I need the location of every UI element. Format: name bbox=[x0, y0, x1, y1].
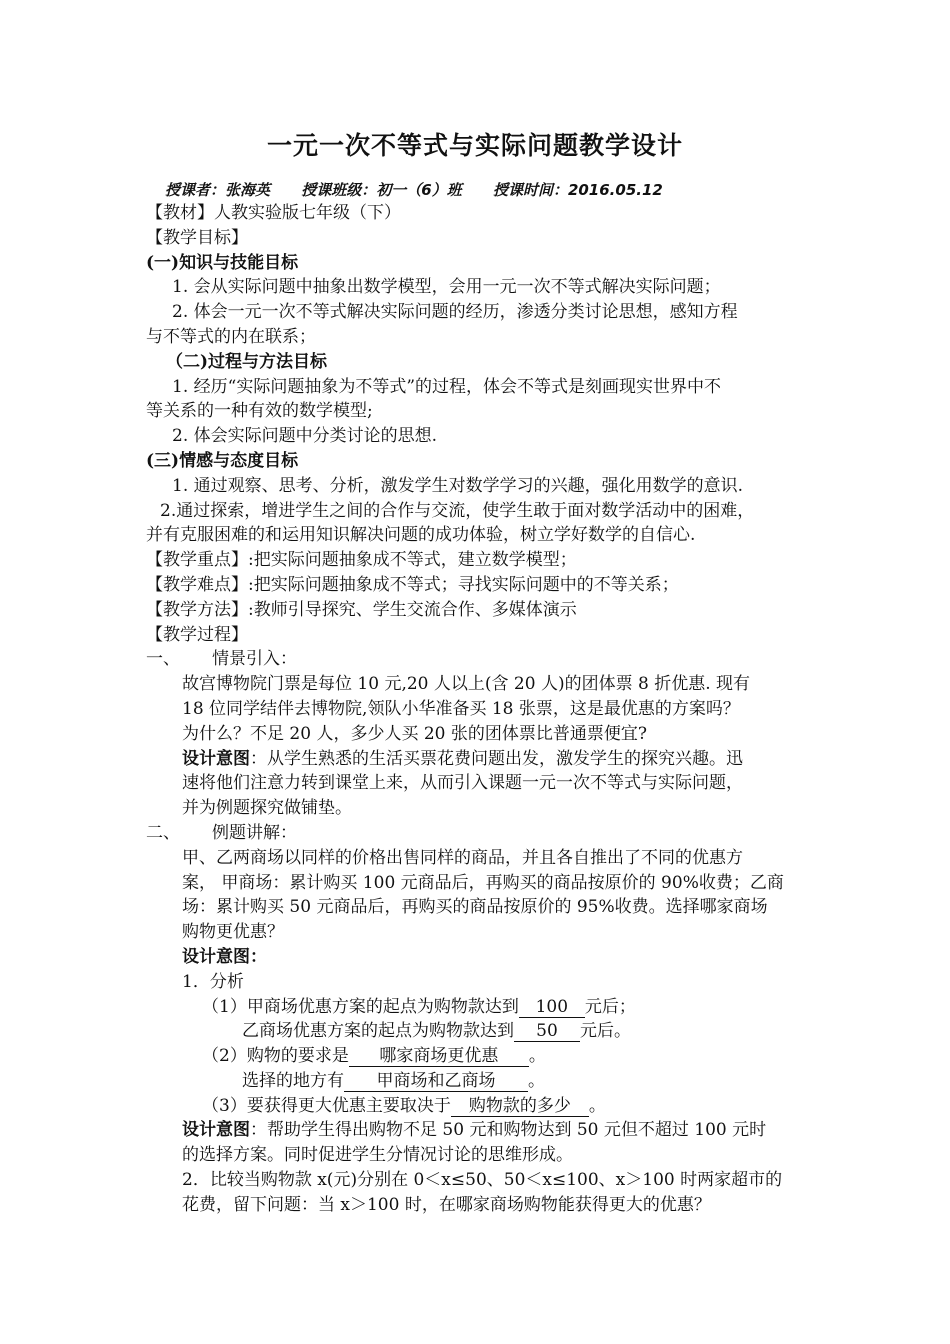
section1-intent-text: ：从学生熟悉的生活买票花费问题出发，激发学生的探究兴趣。迅 bbox=[250, 748, 743, 769]
goal2-item1-line1: 1. 经历“实际问题抽象为不等式”的过程，体会不等式是刻画现实世界中不 bbox=[172, 376, 722, 397]
q2a-answer: 哪家商场更优惠 bbox=[349, 1046, 529, 1067]
goal1-item2-line1: 2. 体会一元一次不等式解决实际问题的经历，渗透分类讨论思想，感知方程 bbox=[172, 302, 738, 323]
section2-intent2-label: 设计意图 bbox=[182, 1120, 250, 1141]
section1-intent-line1 bbox=[146, 747, 811, 772]
goal2-item2: 2. 体会实际问题中分类讨论的思想. bbox=[172, 426, 438, 447]
q2b-suffix: 。 bbox=[528, 1070, 545, 1091]
byline bbox=[165, 178, 885, 203]
q2a-prefix: （2）购物的要求是 bbox=[202, 1046, 349, 1067]
q2b-prefix: 选择的地方有 bbox=[242, 1070, 344, 1091]
goal2-heading: （二)过程与方法目标 bbox=[166, 351, 328, 372]
section2-title: 例题讲解： bbox=[212, 822, 297, 843]
q3-answer: 购物款的多少 bbox=[451, 1096, 589, 1117]
q2a-suffix: 。 bbox=[528, 1046, 546, 1067]
goal1-heading: (一)知识与技能目标 bbox=[146, 252, 299, 273]
q1b-answer: 50 bbox=[514, 1021, 580, 1042]
section2-para-line1: 甲、乙两商场以同样的价格出售同样的商品，并且各自推出了不同的优惠方 bbox=[182, 847, 743, 868]
goal1-item2-line2: 与不等式的内在联系； bbox=[146, 326, 316, 347]
goal3-item2-line1: 2.通过探索，增进学生之间的合作与交流，使学生敢于面对数学活动中的困难， bbox=[160, 500, 755, 521]
section2-intent2-text: ：帮助学生得出购物不足 50 元和购物达到 50 元但不超过 100 元时 bbox=[250, 1120, 767, 1141]
goals-heading: 【教学目标】 bbox=[146, 227, 248, 248]
key-point-line: 【教学重点】:把实际问题抽象成不等式，建立数学模型； bbox=[146, 550, 577, 571]
textbook-line: 【教材】人教实验版七年级（下） bbox=[146, 203, 401, 223]
process-heading: 【教学过程】 bbox=[146, 624, 248, 645]
q3-suffix: 。 bbox=[588, 1095, 606, 1116]
section1-para-line1: 故宫博物院门票是每位 10 元,20 人以上(含 20 人)的团体票 8 折优惠. 现有 bbox=[182, 674, 751, 695]
analysis-heading: 1．分析 bbox=[182, 971, 244, 992]
goal2-item1-line2: 等关系的一种有效的数学模型; bbox=[146, 401, 373, 422]
difficulty-line: 【教学难点】:把实际问题抽象成不等式；寻找实际问题中的不等关系； bbox=[146, 574, 679, 595]
section1-heading bbox=[146, 647, 811, 672]
section2-para-line2: 案， 甲商场：累计购买 100 元商品后，再购买的商品按原价的 90%收费；乙商 bbox=[182, 872, 784, 893]
section2-para-line3: 场：累计购买 50 元商品后，再购买的商品按原价的 95%收费。选择哪家商场 bbox=[182, 897, 768, 918]
q3-prefix: （3）要获得更大优惠主要取决于 bbox=[202, 1095, 451, 1116]
compare-line2: 花费，留下问题：当 x＞100 时，在哪家商场购物能获得更大的优惠？ bbox=[182, 1194, 711, 1215]
byline-class: 授课班级：初一（6）班 bbox=[301, 181, 462, 199]
q2-line-a bbox=[146, 1044, 811, 1069]
section1-title: 情景引入： bbox=[212, 649, 297, 670]
document-body bbox=[146, 201, 811, 1218]
section2-intent-heading: 设计意图： bbox=[182, 946, 267, 967]
section2-para-line4: 购物更优惠？ bbox=[182, 922, 284, 943]
q2b-answer: 甲商场和乙商场 bbox=[344, 1071, 528, 1092]
q3-line bbox=[146, 1094, 811, 1119]
section2-heading bbox=[146, 821, 811, 846]
document-title: 一元一次不等式与实际问题教学设计 bbox=[266, 131, 683, 160]
goal1-item1: 1. 会从实际问题中抽象出数学模型，会用一元一次不等式解决实际问题； bbox=[172, 277, 721, 298]
section1-intent-line2: 速将他们注意力转到课堂上来，从而引入课题一元一次不等式与实际问题， bbox=[182, 773, 743, 794]
q1a-answer: 100 bbox=[519, 997, 585, 1018]
q2-line-b bbox=[146, 1069, 811, 1094]
q1b-prefix: 乙商场优惠方案的起点为购物款达到 bbox=[242, 1021, 514, 1042]
q1-line-b bbox=[146, 1019, 811, 1044]
section1-intent-label: 设计意图 bbox=[182, 748, 250, 769]
section1-para-line3: 为什么？不足 20 人，多少人买 20 张的团体票比普通票便宜? bbox=[182, 723, 647, 744]
compare-line1: 2．比较当购物款 x(元)分别在 0＜x≤50、50＜x≤100、x＞100 时两家超市的 bbox=[182, 1170, 783, 1191]
goal3-item2-line2: 并有克服困难的和运用知识解决问题的成功体验，树立学好数学的自信心. bbox=[146, 525, 696, 546]
goal3-item1: 1. 通过观察、思考、分析，激发学生对数学学习的兴趣，强化用数学的意识. bbox=[172, 475, 744, 496]
method-line: 【教学方法】:教师引导探究、学生交流合作、多媒体演示 bbox=[146, 599, 577, 620]
q1-line-a bbox=[146, 995, 811, 1020]
section1-number: 一、 bbox=[146, 649, 180, 670]
section1-para-line2: 18 位同学结伴去博物院,领队小华准备买 18 张票，这是最优惠的方案吗？ bbox=[182, 698, 740, 719]
section2-intent2-line2: 的选择方案。同时促进学生分情况讨论的思维形成。 bbox=[182, 1145, 573, 1166]
q1b-suffix: 元后。 bbox=[580, 1021, 631, 1042]
byline-time: 授课时间：2016.05.12 bbox=[492, 181, 663, 199]
section2-number: 二、 bbox=[146, 822, 180, 843]
q1a-suffix: 元后； bbox=[584, 996, 636, 1017]
q1a-prefix: （1）甲商场优惠方案的起点为购物款达到 bbox=[202, 996, 519, 1017]
section1-intent-line3: 并为例题探究做铺垫。 bbox=[182, 798, 352, 819]
goal3-heading: (三)情感与态度目标 bbox=[146, 450, 299, 471]
section2-intent2-line1 bbox=[146, 1118, 811, 1143]
byline-teacher: 授课者：张海英 bbox=[165, 181, 271, 199]
